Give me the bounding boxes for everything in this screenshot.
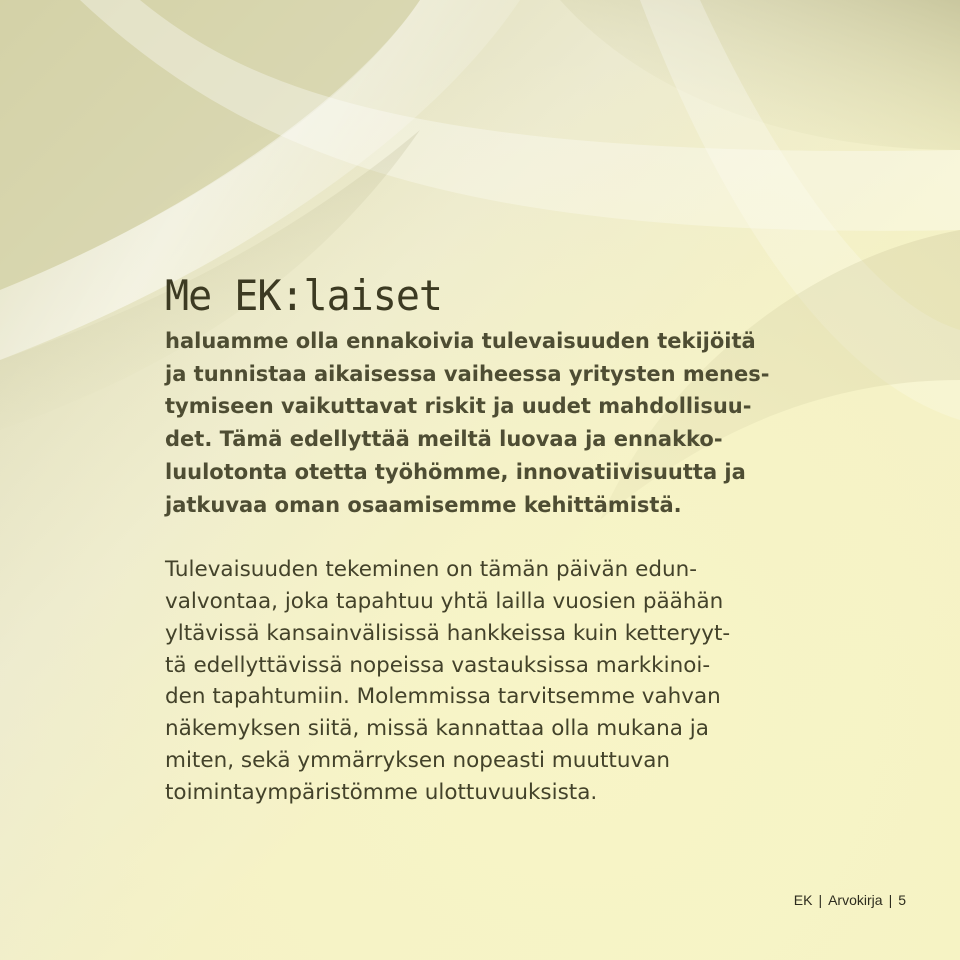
footer-org: EK (793, 892, 813, 908)
main-content (165, 265, 805, 809)
footer-separator: | (818, 892, 823, 908)
page-number: 5 (898, 892, 906, 908)
lead-paragraph: haluamme olla ennakoivia tulevaisuuden tekijöitä ja tunnistaa aikaisessa vaiheessa yritysten menes- tymiseen vaikuttavat riskit ja uudet mahdollisuu- det. Tämä edellyttää meiltä luovaa ja ennakko- luulotonta otetta työhömme, innovatiivisuutta ja jatkuvaa oman osaamisemme kehittämistä. (165, 329, 770, 517)
footer-title: Arvokirja (828, 892, 883, 908)
page-heading: Me EK:laiset (165, 272, 442, 321)
body-paragraph: Tulevaisuuden tekeminen on tämän päivän edun- valvontaa, joka tapahtuu yhtä lailla vuosien päähän yltävissä kansainvälisissä hankkeissa kuin ketteryyt- tä edellyttävissä nopeissa vastauksissa markkinoi- den tapahtumiin. Molemmissa tarvitsemme vahvan näkemyksen siitä, missä kannattaa olla mukana ja miten, sekä ymmärryksen nopeasti muuttuvan toimintaympäristömme ulottuvuuksista. (165, 557, 731, 805)
page-footer (794, 891, 906, 909)
footer-separator-2: | (888, 892, 893, 908)
